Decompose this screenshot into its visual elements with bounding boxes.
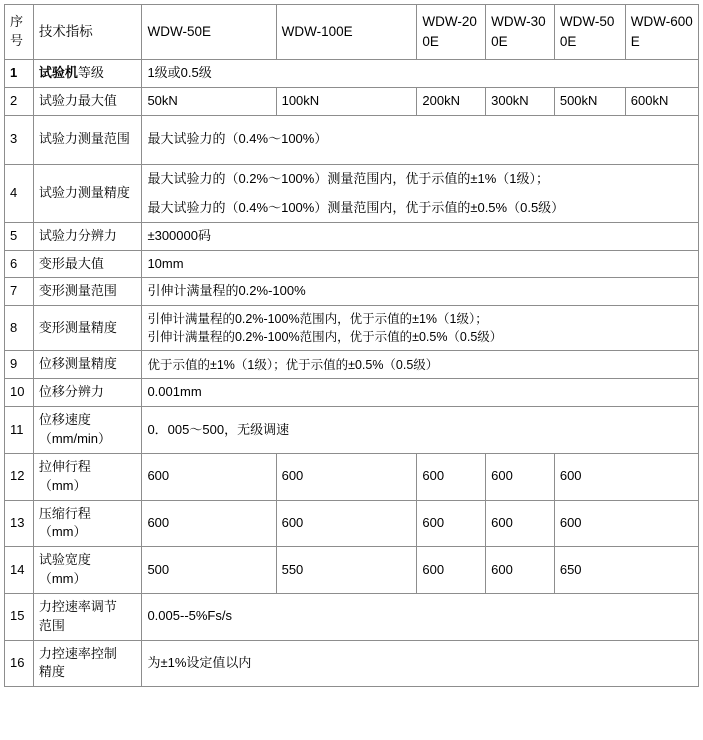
table-row — [5, 222, 699, 250]
row-value-wdw-100e: 100kN — [276, 87, 417, 115]
row-index: 1 — [5, 60, 34, 88]
row-index: 16 — [5, 640, 34, 687]
row-label-line-2: （mm） — [38, 524, 87, 540]
row-value-line-1: 引伸计满量程的0.2%-100%范围内，优于示值的±1%（1级）； — [147, 312, 488, 327]
row-label: 变形测量范围 — [33, 278, 142, 306]
table-header-row — [5, 5, 699, 60]
table-row — [5, 115, 699, 164]
row-label: 位移分辨力 — [33, 379, 142, 407]
table-row — [5, 278, 699, 306]
row-value-wdw-50e: 50kN — [142, 87, 276, 115]
row-label — [33, 453, 142, 500]
row-label-line-1: 力控速率控制 — [38, 645, 117, 661]
table-row — [5, 250, 699, 278]
row-label — [33, 407, 142, 454]
row-label-bold: 试验机 — [38, 65, 78, 80]
row-value-wdw-300e: 600 — [486, 547, 555, 594]
table-row — [5, 351, 699, 379]
row-value-wdw-600e: 600kN — [625, 87, 698, 115]
row-value: 为±1%设定值以内 — [142, 640, 699, 687]
column-header-wdw-50e: WDW-50E — [142, 5, 276, 60]
specification-table — [4, 4, 699, 687]
row-value-wdw-200e: 200kN — [417, 87, 486, 115]
row-value: 10mm — [142, 250, 699, 278]
table-row — [5, 500, 699, 547]
row-value-wdw-300e: 600 — [486, 453, 555, 500]
row-value-line-2: 最大试验力的（0.4%～100%）测量范围内，优于示值的±0.5%（0.5级） — [147, 200, 565, 216]
row-label-line-1: 拉伸行程 — [38, 458, 91, 474]
row-index: 6 — [5, 250, 34, 278]
row-label — [33, 593, 142, 640]
table-row — [5, 593, 699, 640]
row-label — [33, 640, 142, 687]
row-value-wdw-200e: 600 — [417, 547, 486, 594]
row-value-wdw-50e: 500 — [142, 547, 276, 594]
row-value: 0.001mm — [142, 379, 699, 407]
row-index: 3 — [5, 115, 34, 164]
row-value-wdw-300e: 600 — [486, 500, 555, 547]
row-label-line-2: 范围 — [38, 617, 65, 633]
row-index: 7 — [5, 278, 34, 306]
row-value-wdw-100e: 600 — [276, 500, 417, 547]
column-header-spec: 技术指标 — [33, 5, 142, 60]
row-value-wdw-300e: 300kN — [486, 87, 555, 115]
row-label — [33, 60, 142, 88]
table-row — [5, 60, 699, 88]
row-label: 变形最大值 — [33, 250, 142, 278]
row-value-line-2: 引伸计满量程的0.2%-100%范围内，优于示值的±0.5%（0.5级） — [147, 330, 503, 345]
row-index: 12 — [5, 453, 34, 500]
row-value-wdw-50e: 600 — [142, 500, 276, 547]
table-row — [5, 306, 699, 351]
row-value-wdw-500e-600e: 600 — [554, 500, 698, 547]
row-value-wdw-100e: 600 — [276, 453, 417, 500]
row-value: 0．005～500，无级调速 — [142, 407, 699, 454]
row-label: 试验力测量精度 — [33, 164, 142, 222]
column-header-wdw-500e: WDW-500E — [554, 5, 625, 60]
row-value: 1级或0.5级 — [142, 60, 699, 88]
row-value-wdw-50e: 600 — [142, 453, 276, 500]
row-label-line-2: （mm/min） — [38, 431, 112, 446]
table-row — [5, 379, 699, 407]
row-index: 8 — [5, 306, 34, 351]
row-label-line-2: （mm） — [38, 477, 87, 493]
row-label — [33, 547, 142, 594]
column-header-wdw-100e: WDW-100E — [276, 5, 417, 60]
row-label-line-1: 力控速率调节 — [38, 598, 117, 614]
table-row — [5, 547, 699, 594]
row-index: 2 — [5, 87, 34, 115]
row-index: 9 — [5, 351, 34, 379]
row-value-wdw-500e-600e: 650 — [554, 547, 698, 594]
row-label: 变形测量精度 — [33, 306, 142, 351]
row-value: ±300000码 — [142, 222, 699, 250]
row-value-wdw-500e: 500kN — [554, 87, 625, 115]
row-index: 11 — [5, 407, 34, 454]
row-label: 位移测量精度 — [33, 351, 142, 379]
column-header-wdw-600e: WDW-600E — [625, 5, 698, 60]
row-value: 0.005--5%Fs/s — [142, 593, 699, 640]
row-label-line-1: 试验宽度 — [38, 552, 91, 568]
row-index: 15 — [5, 593, 34, 640]
row-value-wdw-200e: 600 — [417, 500, 486, 547]
row-label-line-2: （mm） — [38, 571, 87, 587]
row-index: 10 — [5, 379, 34, 407]
row-label: 试验力测量范围 — [33, 115, 142, 164]
row-label-line-1: 位移速度 — [38, 412, 91, 428]
row-index: 13 — [5, 500, 34, 547]
column-header-wdw-300e: WDW-300E — [486, 5, 555, 60]
table-row — [5, 407, 699, 454]
row-value: 最大试验力的（0.4%～100%） — [142, 115, 699, 164]
table-row — [5, 453, 699, 500]
row-value: 引伸计满量程的0.2%-100% — [142, 278, 699, 306]
row-value — [142, 164, 699, 222]
row-index: 4 — [5, 164, 34, 222]
row-value-line-1: 最大试验力的（0.2%～100%）测量范围内，优于示值的±1%（1级）； — [147, 170, 549, 186]
row-label: 试验力最大值 — [33, 87, 142, 115]
row-index: 5 — [5, 222, 34, 250]
column-header-wdw-200e: WDW-200E — [417, 5, 486, 60]
row-label-line-2: 精度 — [38, 664, 65, 680]
column-header-index: 序号 — [5, 5, 34, 60]
table-row — [5, 164, 699, 222]
row-index: 14 — [5, 547, 34, 594]
table-row — [5, 640, 699, 687]
table-row — [5, 87, 699, 115]
row-label-rest: 等级 — [77, 65, 104, 80]
row-label-line-1: 压缩行程 — [38, 505, 91, 521]
row-value-wdw-200e: 600 — [417, 453, 486, 500]
row-value: 优于示值的±1%（1级）；优于示值的±0.5%（0.5级） — [142, 351, 699, 379]
row-value-wdw-500e-600e: 600 — [554, 453, 698, 500]
row-value — [142, 306, 699, 351]
row-label: 试验力分辨力 — [33, 222, 142, 250]
row-label — [33, 500, 142, 547]
row-value-wdw-100e: 550 — [276, 547, 417, 594]
